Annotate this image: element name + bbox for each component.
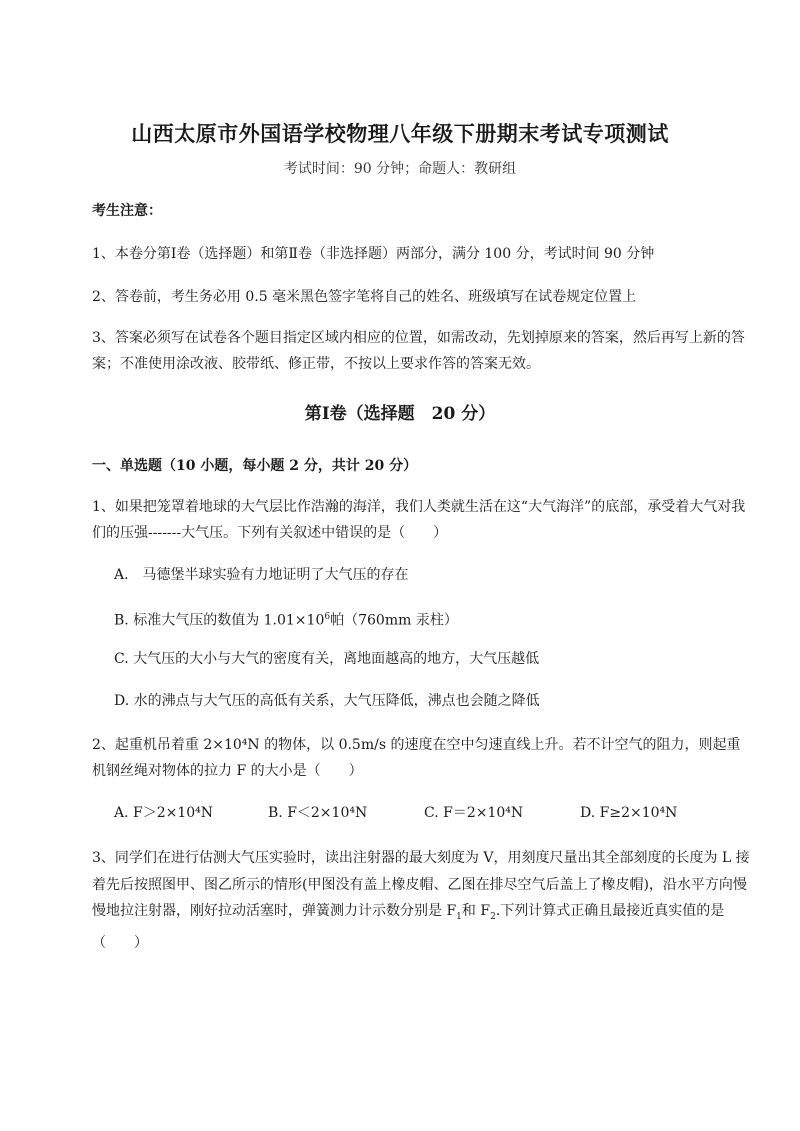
question-3-text-tail: .下列计算式正确且最接近真实值的是（ ） <box>92 903 725 952</box>
question-1-stem: 1、如果把笼罩着地球的大气层比作浩瀚的海洋，我们人类就生活在这“大气海洋”的底部，承受着大气对我们的压强-------大气压。下列有关叙述中错误的是（ ） <box>92 499 746 541</box>
option-b-text: B. 标准大气压的数值为 1.01×10 <box>114 612 325 629</box>
note-item-3: 3、答案必须写在试卷各个题目指定区域内相应的位置，如需改动，先划掉原来的答案，然后再写上新的答案；不准使用涂改液、胶带纸、修正带，不按以上要求作答的答案无效。 <box>92 330 745 372</box>
exponent: 6 <box>324 612 331 622</box>
section-title: 第Ⅰ卷（选择题 20 分） <box>304 404 496 424</box>
part-heading: 一、单选题（10 小题，每小题 2 分，共计 20 分） <box>92 458 418 474</box>
question-3-stem <box>92 845 752 957</box>
note-item-1: 1、本卷分第Ⅰ卷（选择题）和第Ⅱ卷（非选择题）两部分，满分 100 分，考试时间 90 分钟 <box>92 246 655 262</box>
question-2-option-d: D. F≥2×10⁴N <box>580 805 678 821</box>
question-2-stem: 2、起重机吊着重 2×10⁴N 的物体，以 0.5m/s 的速度在空中匀速直线上升。若不计空气的阻力，则起重机钢丝绳对物体的拉力 F 的大小是（ ） <box>92 737 741 779</box>
question-2-option-c: C. F＝2×10⁴N <box>424 805 524 821</box>
note-item-2: 2、答卷前，考生务必用 0.5 毫米黑色签字笔将自己的姓名、班级填写在试卷规定位置上 <box>92 289 637 305</box>
question-2-option-a: A. F＞2×10⁴N <box>114 805 214 821</box>
question-3-text-mid: 和 F <box>461 903 491 919</box>
exam-subtitle: 考试时间：90 分钟；命题人：教研组 <box>283 161 517 177</box>
exam-title: 山西太原市外国语学校物理八年级下册期末考试专项测试 <box>131 121 669 146</box>
question-1-option-d: D. 水的沸点与大气压的高低有关系，大气压降低，沸点也会随之降低 <box>114 693 540 709</box>
question-1-option-a: A. 马德堡半球实验有力地证明了大气压的存在 <box>114 567 409 583</box>
notes-heading: 考生注意： <box>92 203 162 219</box>
question-2-option-b: B. F＜2×10⁴N <box>268 805 368 821</box>
subscript-2: 2 <box>490 911 496 922</box>
option-b-text-tail: 帕（760mm 汞柱） <box>330 612 458 629</box>
question-1-option-c: C. 大气压的大小与大气的密度有关，离地面越高的地方，大气压越低 <box>114 651 540 667</box>
question-3-text: 3、同学们在进行估测大气压实验时，读出注射器的最大刻度为 V，用刻度尺量出其全部刻度的长度为 L 接着先后按照图甲、图乙所示的情形(甲图没有盖上橡皮帽、乙图在排尽空气后盖上了橡皮帽)，沿水平方向慢慢地拉注射器，刚好拉动活塞时，弹簧测力计示数分别是 F <box>92 850 750 919</box>
subscript-1: 1 <box>456 911 462 922</box>
question-1-option-b <box>114 606 458 632</box>
